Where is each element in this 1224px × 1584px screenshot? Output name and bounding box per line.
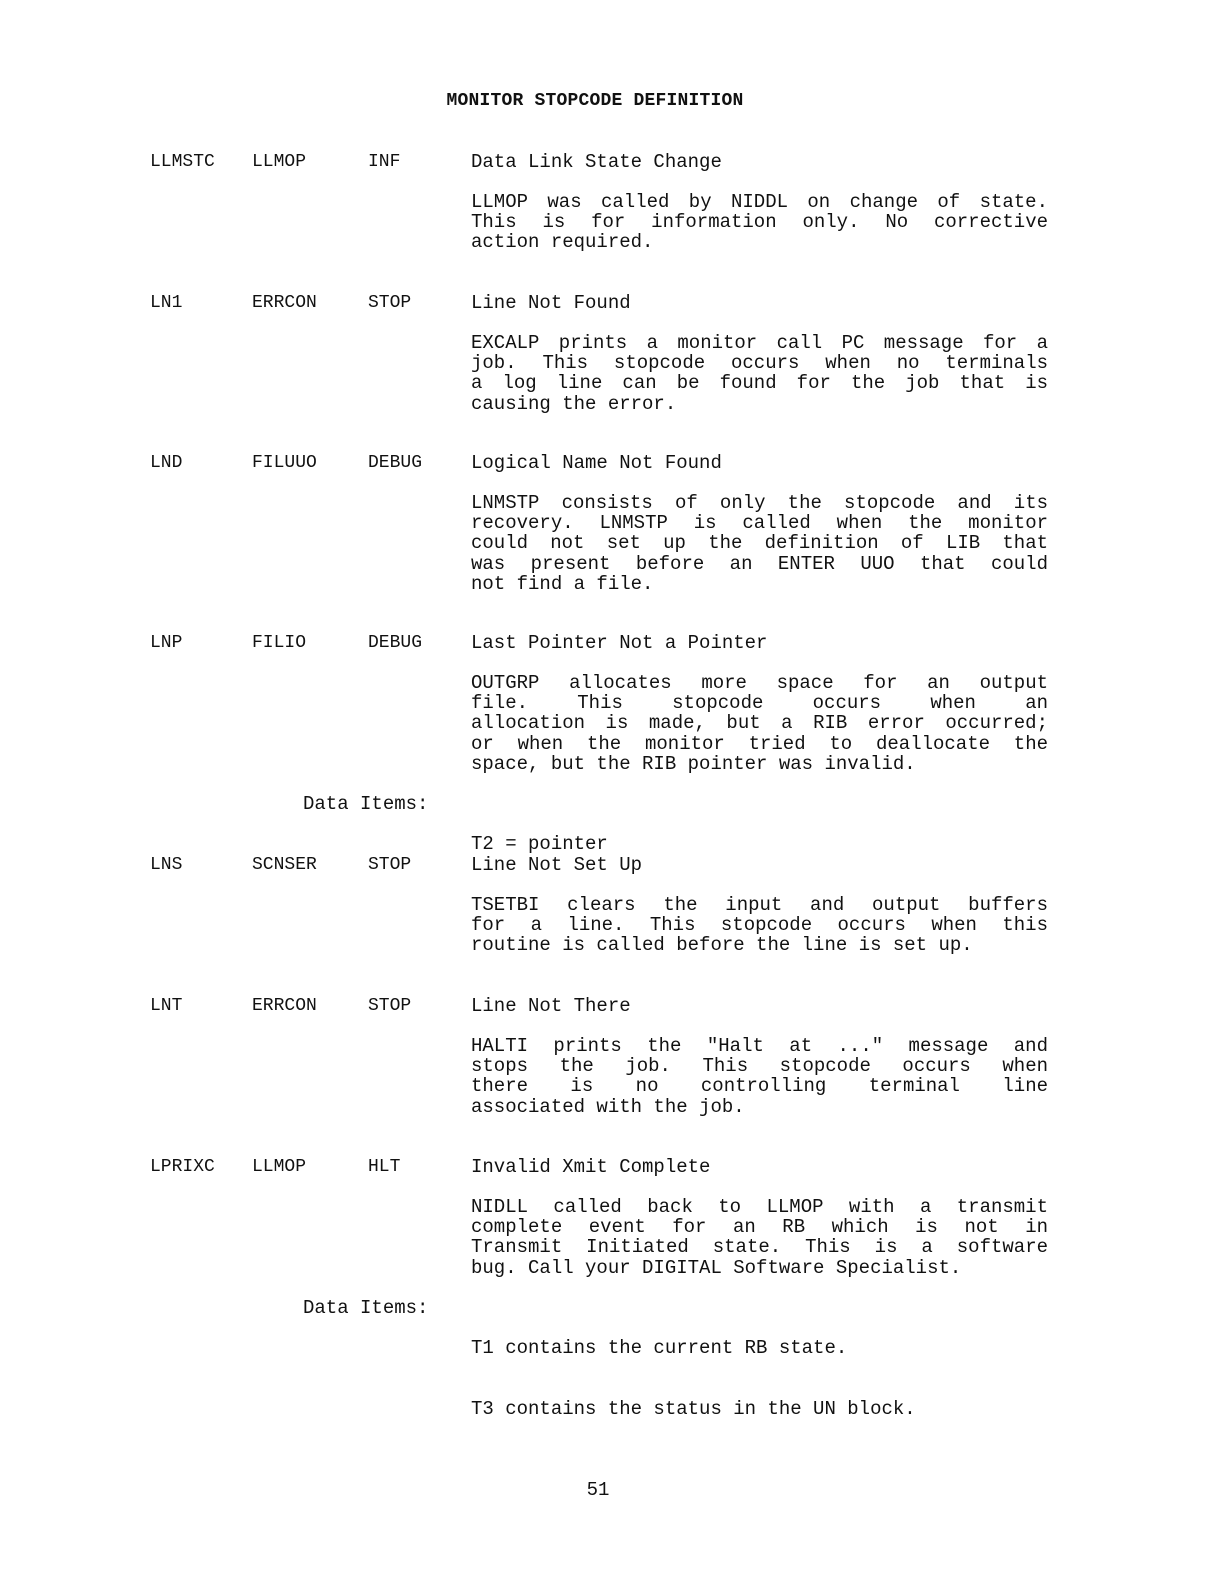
stopcode-name: LN1 xyxy=(150,293,183,313)
description-line: bug. Call your DIGITAL Software Specialist. xyxy=(471,1256,962,1279)
stopcode-heading: Line Not There xyxy=(471,995,631,1017)
description-line: recovery. LNMSTP is called when the monitor xyxy=(471,512,1048,535)
description-line: not find a file. xyxy=(471,572,654,595)
data-items-list xyxy=(471,1298,916,1460)
data-items-label: Data Items: xyxy=(303,1297,429,1319)
stopcode-module: SCNSER xyxy=(252,855,317,875)
stopcode-module: ERRCON xyxy=(252,293,317,313)
description-line: was present before an ENTER UUO that could xyxy=(471,552,1048,575)
stopcode-description xyxy=(471,1197,1048,1278)
description-line: LNMSTP consists of only the stopcode and its xyxy=(471,492,1048,514)
stopcode-heading: Data Link State Change xyxy=(471,151,722,173)
stopcode-heading: Logical Name Not Found xyxy=(471,452,722,474)
data-items-list xyxy=(471,794,608,895)
stopcode-type: INF xyxy=(368,152,401,172)
description-line: there is no controlling terminal line xyxy=(471,1075,1048,1098)
data-item: T3 contains the status in the UN block. xyxy=(471,1398,916,1421)
data-items-label: Data Items: xyxy=(303,793,429,815)
stopcode-type: DEBUG xyxy=(368,633,423,653)
stopcode-name: LND xyxy=(150,453,183,473)
stopcode-description xyxy=(471,1036,1048,1117)
description-line: a log line can be found for the job that is xyxy=(471,372,1048,395)
stopcode-description xyxy=(471,673,1048,774)
stopcode-type: DEBUG xyxy=(368,453,423,473)
stopcode-module: FILUUO xyxy=(252,453,317,473)
stopcode-name: LNT xyxy=(150,996,183,1016)
data-item: T2 = pointer xyxy=(471,833,608,856)
description-line: LLMOP was called by NIDDL on change of state. xyxy=(471,191,1048,213)
stopcode-type: HLT xyxy=(368,1157,401,1177)
description-line: HALTI prints the "Halt at ..." message and xyxy=(471,1035,1048,1057)
description-line: EXCALP prints a monitor call PC message for a xyxy=(471,332,1048,354)
description-line: job. This stopcode occurs when no terminals xyxy=(471,352,1048,375)
description-line: could not set up the definition of LIB that xyxy=(471,532,1048,555)
stopcode-heading: Line Not Set Up xyxy=(471,854,643,876)
description-line: Transmit Initiated state. This is a software xyxy=(471,1236,1048,1259)
stopcode-name: LPRIXC xyxy=(150,1157,215,1177)
description-line: allocation is made, but a RIB error occurred; xyxy=(471,712,1048,735)
stopcode-description xyxy=(471,895,1048,956)
stopcode-type: STOP xyxy=(368,855,412,875)
stopcode-module: LLMOP xyxy=(252,1157,307,1177)
stopcode-description xyxy=(471,192,1048,253)
description-line: space, but the RIB pointer was invalid. xyxy=(471,752,916,775)
description-line: complete event for an RB which is not in xyxy=(471,1216,1048,1239)
stopcode-heading: Line Not Found xyxy=(471,292,631,314)
stopcode-type: STOP xyxy=(368,996,412,1016)
description-line: stops the job. This stopcode occurs when xyxy=(471,1055,1048,1078)
description-line: routine is called before the line is set up. xyxy=(471,934,973,957)
stopcode-name: LNS xyxy=(150,855,183,875)
stopcode-module: FILIO xyxy=(252,633,307,653)
description-line: This is for information only. No corrective xyxy=(471,211,1048,234)
page-number: 51 xyxy=(586,1479,610,1501)
description-line: file. This stopcode occurs when an xyxy=(471,692,1048,715)
stopcode-heading: Last Pointer Not a Pointer xyxy=(471,632,768,654)
description-line: causing the error. xyxy=(471,392,677,415)
description-line: action required. xyxy=(471,231,654,254)
description-line: associated with the job. xyxy=(471,1095,745,1118)
description-line: or when the monitor tried to deallocate the xyxy=(471,732,1048,755)
stopcode-module: ERRCON xyxy=(252,996,317,1016)
stopcode-heading: Invalid Xmit Complete xyxy=(471,1156,711,1178)
stopcode-description xyxy=(471,493,1048,594)
description-line: TSETBI clears the input and output buffers xyxy=(471,894,1048,916)
description-line: NIDLL called back to LLMOP with a transmit xyxy=(471,1196,1048,1218)
stopcode-description xyxy=(471,333,1048,414)
stopcode-name: LLMSTC xyxy=(150,152,215,172)
data-item: T1 contains the current RB state. xyxy=(471,1337,848,1360)
page-title: MONITOR STOPCODE DEFINITION xyxy=(446,91,744,111)
stopcode-type: STOP xyxy=(368,293,412,313)
stopcode-name: LNP xyxy=(150,633,183,653)
description-line: OUTGRP allocates more space for an output xyxy=(471,672,1048,694)
description-line: for a line. This stopcode occurs when this xyxy=(471,914,1048,937)
stopcode-module: LLMOP xyxy=(252,152,307,172)
